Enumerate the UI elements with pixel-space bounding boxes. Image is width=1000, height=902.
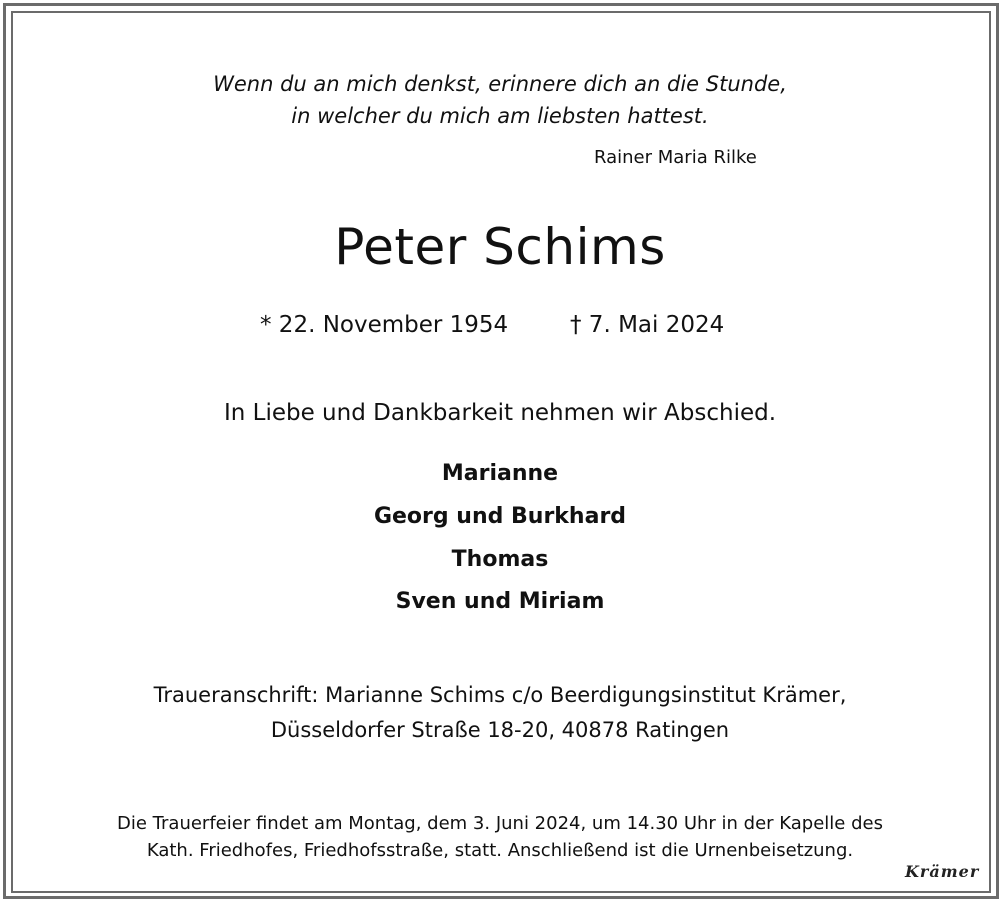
quote-author: Rainer Maria Rilke: [594, 147, 757, 168]
family-member: Sven und Miriam: [395, 589, 605, 614]
inner-border: [11, 11, 991, 893]
funeral-home-logo: Krämer: [905, 862, 980, 881]
family-member: Marianne: [441, 461, 559, 486]
address-line-1: Traueranschrift: Marianne Schims c/o Beerdigungsinstitut Krämer,: [153, 683, 847, 707]
ceremony-line-2: Kath. Friedhofes, Friedhofsstraße, statt. Anschließend ist die Urnenbeisetzung.: [146, 840, 854, 861]
death-date: † 7. Mai 2024: [570, 312, 725, 338]
family-member: Thomas: [451, 547, 549, 572]
quote-line-1: Wenn du an mich denkst, erinnere dich an die Stunde,: [213, 72, 787, 96]
birth-date: * 22. November 1954: [260, 312, 509, 338]
quote-line-2: in welcher du mich am liebsten hattest.: [291, 104, 709, 128]
farewell-text: In Liebe und Dankbarkeit nehmen wir Abschied.: [223, 400, 777, 426]
ceremony-line-1: Die Trauerfeier findet am Montag, dem 3. Juni 2024, um 14.30 Uhr in der Kapelle des: [117, 813, 883, 834]
address-line-2: Düsseldorfer Straße 18-20, 40878 Ratingen: [270, 718, 730, 742]
family-member: Georg und Burkhard: [373, 504, 627, 529]
deceased-name: Peter Schims: [334, 218, 666, 276]
